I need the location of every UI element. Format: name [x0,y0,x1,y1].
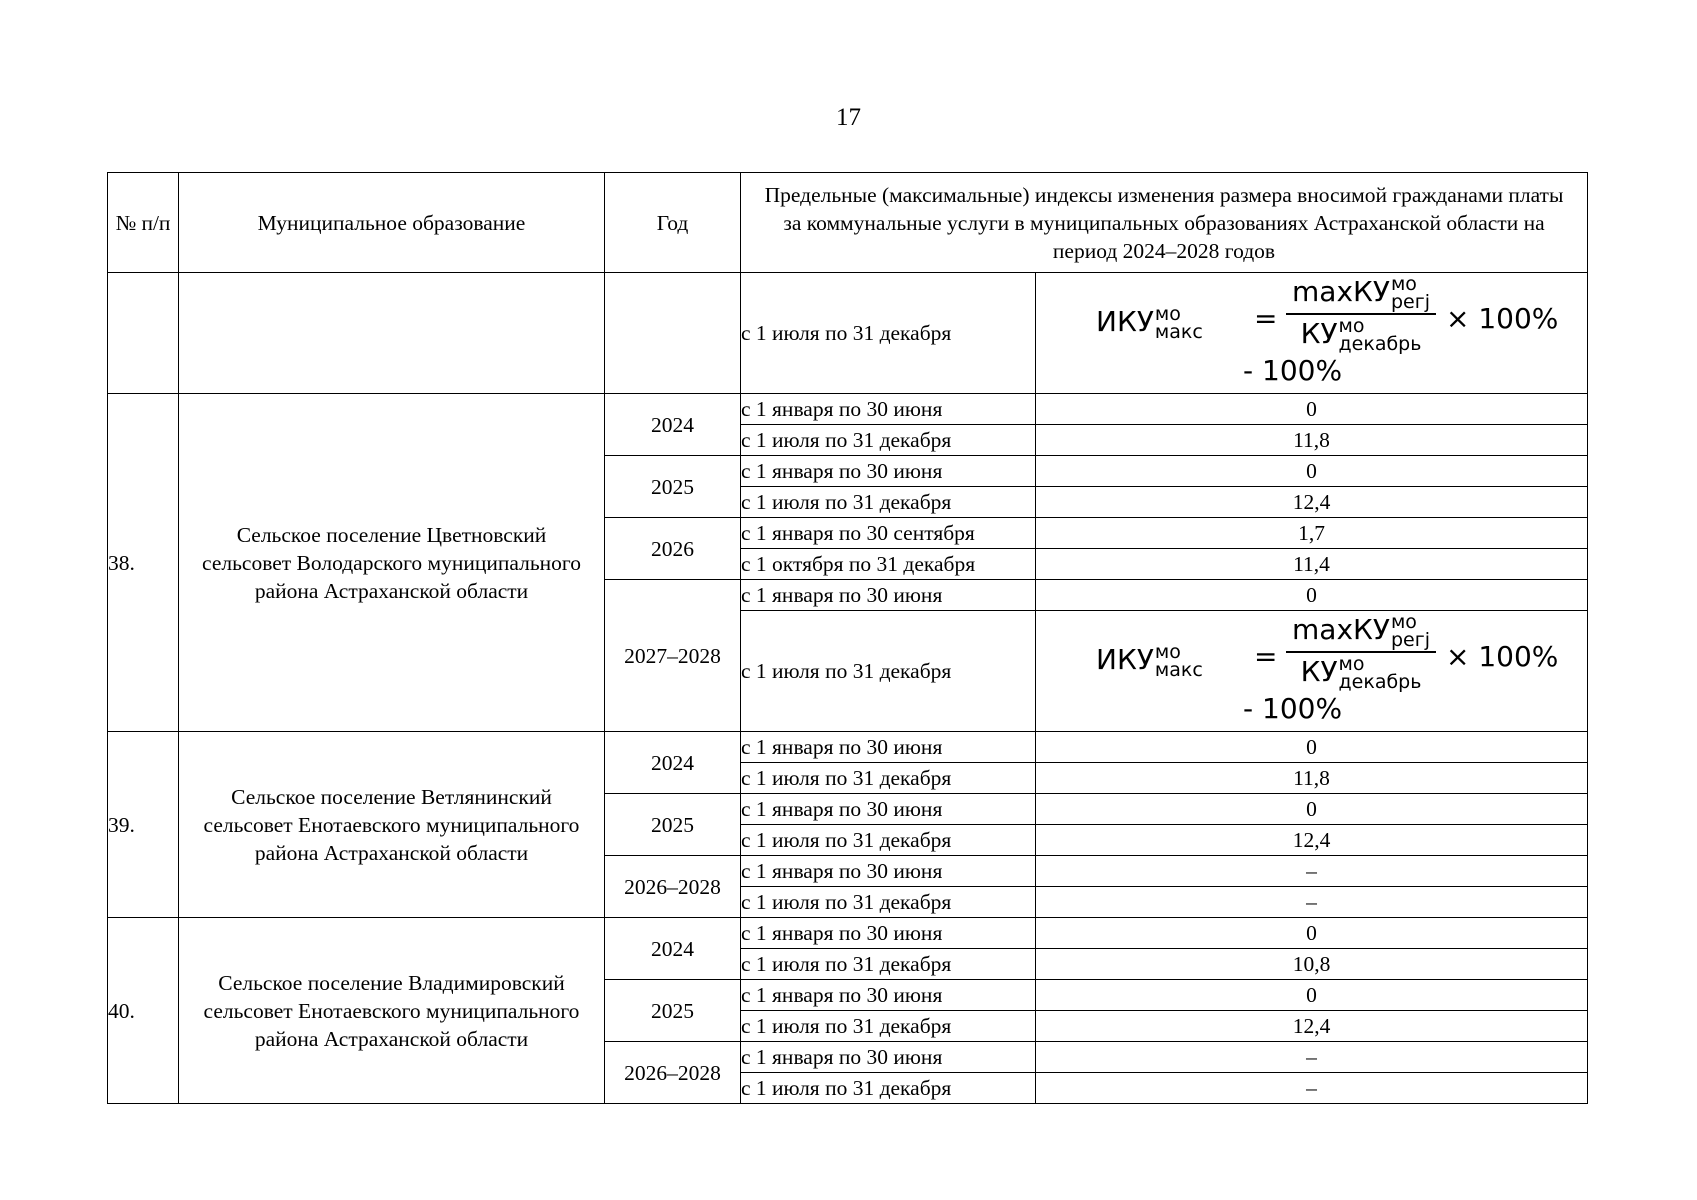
index-value: 12,4 [1036,825,1588,856]
period-cell: с 1 января по 30 июня [741,580,1036,611]
period-cell: с 1 января по 30 июня [741,456,1036,487]
formula-cell [1036,273,1588,394]
formula-times: × 100% [1446,640,1559,673]
year-cell: 2026–2028 [605,856,741,918]
index-value: – [1036,1073,1588,1104]
index-value: 1,7 [1036,518,1588,549]
formula-denominator: КУ мо декабрь [1300,653,1422,693]
index-value: 12,4 [1036,1011,1588,1042]
index-value: – [1036,1042,1588,1073]
header-indices: Предельные (максимальные) индексы изменения размера вносимой гражданами платы за коммунальные услуги в муниципальных образованиях Астраханской области на период 2024–2028 годов [741,173,1588,273]
year-cell: 2024 [605,394,741,456]
municipality-name: Сельское поселение Ветлянинский сельсовет Енотаевского муниципального района Астраханской области [179,732,605,918]
continued-year-cell [605,273,741,394]
period-cell: с 1 января по 30 июня [741,1042,1036,1073]
formula-equals: = [1254,302,1278,335]
formula-times: × 100% [1446,302,1559,335]
period-cell: с 1 июля по 31 декабря [741,611,1036,732]
index-value: 11,4 [1036,549,1588,580]
period-cell: с 1 июля по 31 декабря [741,1073,1036,1104]
page-number: 17 [836,104,861,131]
period-cell: с 1 июля по 31 декабря [741,425,1036,456]
index-value: 0 [1036,732,1588,763]
period-cell: с 1 января по 30 июня [741,980,1036,1011]
municipality-name: Сельское поселение Цветновский сельсовет Володарского муниципального района Астраханской области [179,394,605,732]
index-value: 0 [1036,918,1588,949]
formula-fraction [1286,613,1436,691]
period-cell: с 1 июля по 31 декабря [741,763,1036,794]
formula-numerator: maxКУ мо регj [1292,273,1430,313]
period-cell: с 1 июля по 31 декабря [741,273,1036,394]
period-cell: с 1 октября по 31 декабря [741,549,1036,580]
continued-name-cell [179,273,605,394]
tariff-index-table [107,172,1588,1104]
year-cell: 2024 [605,918,741,980]
header-num: № п/п [108,173,179,273]
index-value: 12,4 [1036,487,1588,518]
year-cell: 2025 [605,794,741,856]
formula-lhs: ИКУ мо макс [1096,641,1203,681]
formula [1036,611,1587,731]
index-value: 0 [1036,980,1588,1011]
period-cell: с 1 июля по 31 декабря [741,887,1036,918]
year-cell: 2026 [605,518,741,580]
index-value: 0 [1036,394,1588,425]
period-cell: с 1 июля по 31 декабря [741,1011,1036,1042]
index-value: 10,8 [1036,949,1588,980]
formula-denominator: КУ мо декабрь [1300,315,1422,355]
year-cell: 2024 [605,732,741,794]
formula-minus: - 100% [1243,354,1343,387]
period-cell: с 1 июля по 31 декабря [741,825,1036,856]
period-cell: с 1 января по 30 июня [741,918,1036,949]
header-municipality: Муниципальное образование [179,173,605,273]
index-value: 0 [1036,456,1588,487]
period-cell: с 1 января по 30 июня [741,394,1036,425]
year-cell: 2025 [605,456,741,518]
table-body [108,173,1588,1104]
year-cell: 2026–2028 [605,1042,741,1104]
table-row [108,732,1588,763]
municipality-name: Сельское поселение Владимировский сельсовет Енотаевского муниципального района Астраханской области [179,918,605,1104]
formula-cell [1036,611,1588,732]
period-cell: с 1 января по 30 сентября [741,518,1036,549]
formula-numerator: maxКУ мо регj [1292,611,1430,651]
index-value: – [1036,887,1588,918]
period-cell: с 1 января по 30 июня [741,794,1036,825]
table-row [108,394,1588,425]
formula-minus: - 100% [1243,692,1343,725]
index-value: 0 [1036,580,1588,611]
index-value: 0 [1036,794,1588,825]
year-cell: 2027–2028 [605,580,741,732]
index-value: 11,8 [1036,425,1588,456]
index-value: 11,8 [1036,763,1588,794]
formula-lhs: ИКУ мо макс [1096,303,1203,343]
formula [1036,273,1587,393]
row-number: 39. [108,732,179,918]
formula-equals: = [1254,640,1278,673]
formula-fraction [1286,275,1436,353]
period-cell: с 1 июля по 31 декабря [741,949,1036,980]
year-cell: 2025 [605,980,741,1042]
header-row [108,173,1588,273]
table-row [108,918,1588,949]
period-cell: с 1 января по 30 июня [741,732,1036,763]
continued-row [108,273,1588,394]
row-number: 38. [108,394,179,732]
header-year: Год [605,173,741,273]
index-value: – [1036,856,1588,887]
period-cell: с 1 января по 30 июня [741,856,1036,887]
continued-num-cell [108,273,179,394]
row-number: 40. [108,918,179,1104]
period-cell: с 1 июля по 31 декабря [741,487,1036,518]
